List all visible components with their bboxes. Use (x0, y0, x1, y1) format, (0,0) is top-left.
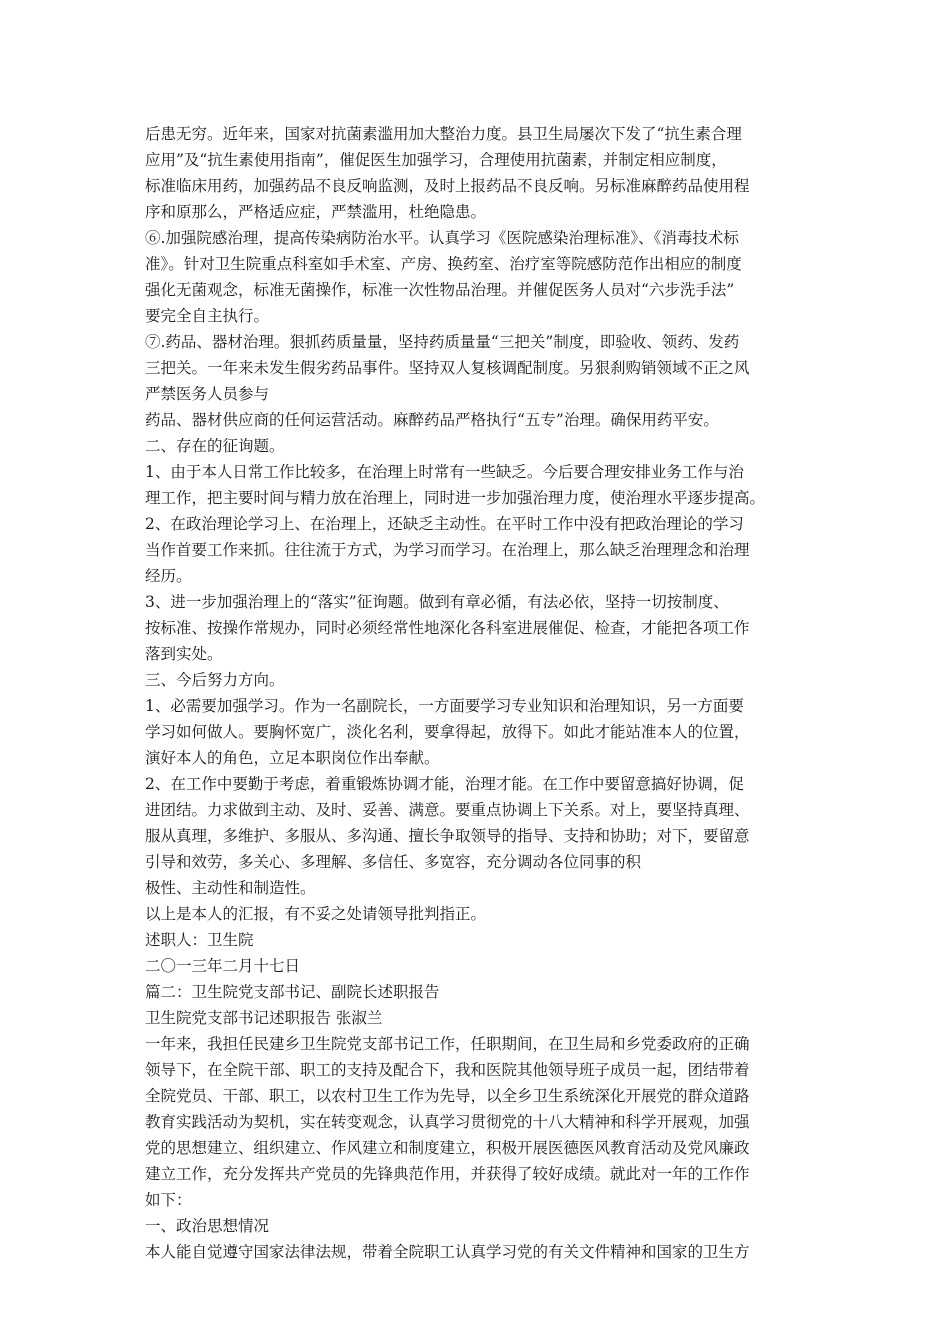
text-line: 3、进一步加强治理上的“落实”征询题。做到有章必循，有法必依，坚持一切按制度、 (145, 593, 729, 611)
text-line: 1、由于本人日常工作比较多，在治理上时常有一些缺乏。今后要合理安排业务工作与治 (145, 463, 744, 481)
text-line: 篇二：卫生院党支部书记、副院长述职报告 (145, 983, 440, 1001)
text-line: 全院党员、干部、职工，以农村卫生工作为先导，以全乡卫生系统深化开展党的群众道路 (145, 1087, 750, 1105)
text-line: 一年来，我担任民建乡卫生院党支部书记工作，任职期间，在卫生局和乡党委政府的正确 (145, 1035, 750, 1053)
text-line: 述职人：卫生院 (145, 931, 254, 949)
text-line: 标准临床用药，加强药品不良反响监测，及时上报药品不良反响。另标准麻醉药品使用程 (145, 177, 750, 195)
text-line: 三把关。一年来未发生假劣药品事件。坚持双人复核调配制度。另狠刹购销领域不正之风 (145, 359, 750, 377)
text-line: 党的思想建立、组织建立、作风建立和制度建立，积极开展医德医风教育活动及党风廉政 (145, 1139, 750, 1157)
text-line: 二、存在的征询题。 (145, 437, 285, 455)
text-line: 建立工作，充分发挥共产党员的先锋典范作用，并获得了较好成绩。就此对一年的工作作 (145, 1165, 750, 1183)
text-line: 经历。 (145, 567, 192, 585)
text-line: 2、在工作中要勤于考虑，着重锻炼协调才能，治理才能。在工作中要留意搞好协调，促 (145, 775, 744, 793)
text-line: 2、在政治理论学习上、在治理上，还缺乏主动性。在平时工作中没有把政治理论的学习 (145, 515, 744, 533)
text-line: 1、必需要加强学习。作为一名副院长，一方面要学习专业知识和治理知识，另一方面要 (145, 697, 744, 715)
text-line: 一、政治思想情况 (145, 1217, 270, 1235)
text-line: 本人能自觉遵守国家法律法规，带着全院职工认真学习党的有关文件精神和国家的卫生方 (145, 1243, 750, 1261)
document-body (145, 121, 813, 1265)
text-line: 应用”及“抗生素使用指南”，催促医生加强学习，合理使用抗菌素，并制定相应制度， (145, 151, 727, 169)
text-line: 强化无菌观念，标准无菌操作，标准一次性物品治理。并催促医务人员对“六步洗手法” (145, 281, 735, 299)
text-line: 按标准、按操作常规办，同时必须经常性地深化各科室进展催促、检查，才能把各项工作 (145, 619, 750, 637)
text-line: 进团结。力求做到主动、及时、妥善、满意。要重点协调上下关系。对上，要坚持真理、 (145, 801, 750, 819)
text-line: 以上是本人的汇报，有不妥之处请领导批判指正。 (145, 905, 487, 923)
text-line: 药品、器材供应商的任何运营活动。麻醉药品严格执行“五专”治理。确保用药平安。 (145, 411, 719, 429)
text-line: 严禁医务人员参与 (145, 385, 270, 403)
text-line: 学习如何做人。要胸怀宽广，淡化名利，要拿得起，放得下。如此才能站准本人的位置， (145, 723, 750, 741)
text-line: 如下： (145, 1191, 192, 1209)
text-line: ⑥.加强院感治理，提高传染病防治水平。认真学习《医院感染治理标准》、《消毒技术标 (145, 229, 739, 247)
text-line: 引导和效劳，多关心、多理解、多信任、多宽容，充分调动各位同事的积 (145, 853, 642, 871)
text-line: 理工作，把主要时间与精力放在治理上，同时进一步加强治理力度，使治理水平逐步提高。 (145, 489, 766, 507)
text-line: 准》。针对卫生院重点科室如手术室、产房、换药室、治疗室等院感防范作出相应的制度 (145, 255, 742, 273)
text-line: 领导下，在全院干部、职工的支持及配合下，我和医院其他领导班子成员一起，团结带着 (145, 1061, 750, 1079)
text-line: 教育实践活动为契机，实在转变观念，认真学习贯彻党的十八大精神和科学开展观，加强 (145, 1113, 750, 1131)
text-line: 卫生院党支部书记述职报告 张淑兰 (145, 1009, 383, 1027)
text-line: 服从真理，多维护、多服从、多沟通、擅长争取领导的指导、支持和协助；对下，要留意 (145, 827, 750, 845)
text-line: 极性、主动性和制造性。 (145, 879, 316, 897)
text-line: ⑦.药品、器材治理。狠抓药质量量，坚持药质量量“三把关”制度，即验收、领药、发药 (145, 333, 740, 351)
text-line: 序和原那么，严格适应症，严禁滥用，杜绝隐患。 (145, 203, 487, 221)
text-line: 要完全自主执行。 (145, 307, 270, 325)
text-line: 后患无穷。近年来，国家对抗菌素滥用加大整治力度。县卫生局屡次下发了“抗生素合理 (145, 125, 742, 143)
text-line: 二〇一三年二月十七日 (145, 957, 301, 975)
text-line: 当作首要工作来抓。往往流于方式，为学习而学习。在治理上，那么缺乏治理理念和治理 (145, 541, 750, 559)
text-line: 演好本人的角色，立足本职岗位作出奉献。 (145, 749, 440, 767)
text-line: 三、今后努力方向。 (145, 671, 285, 689)
text-line: 落到实处。 (145, 645, 223, 663)
